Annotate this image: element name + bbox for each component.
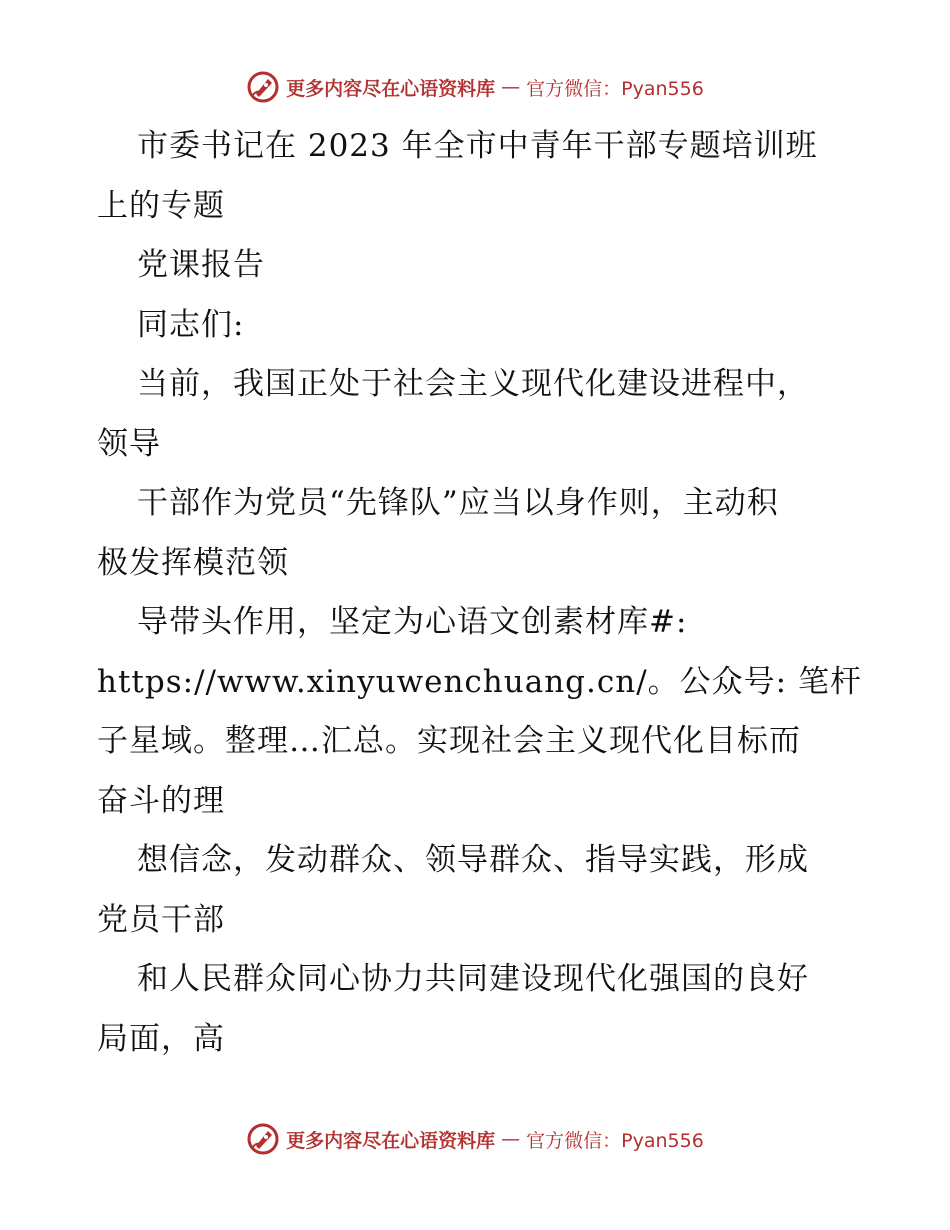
body-line: 子星域。整理…汇总。实现社会主义现代化目标而 [97, 723, 801, 759]
body-line: 局面，高 [97, 1020, 225, 1057]
body-line: 党课报告 [137, 247, 265, 283]
body-line: 干部作为党员“先锋队”应当以身作则，主动积 [137, 485, 779, 521]
body-line: 领导 [97, 425, 161, 462]
pen-nib-logo-icon [246, 70, 280, 104]
document-body [97, 117, 862, 1069]
body-line: 当前，我国正处于社会主义现代化建设进程中， [137, 366, 809, 402]
header-banner-separator: — [501, 76, 521, 98]
body-line: 极发挥模范领 [97, 544, 289, 581]
body-line: 党员干部 [97, 901, 225, 938]
page-header-banner [0, 70, 950, 104]
footer-banner-text: 更多内容尽在心语资料库 [286, 1129, 496, 1152]
footer-banner-separator: — [501, 1128, 521, 1150]
body-line: 上的专题 [97, 187, 225, 224]
pen-nib-logo-icon [246, 1122, 280, 1156]
body-line: 导带头作用，坚定为心语文创素材库#: [137, 604, 688, 640]
footer-wechat-id: 官方微信：Pyan556 [526, 1129, 704, 1152]
body-line: 想信念，发动群众、领导群众、指导实践，形成 [137, 842, 809, 878]
body-line: 市委书记在 2023 年全市中青年干部专题培训班 [137, 128, 818, 164]
body-line: 奋斗的理 [97, 782, 225, 819]
body-line: 和人民群众同心协力共同建设现代化强国的良好 [137, 961, 809, 997]
body-line-url: https://www.xinyuwenchuang.cn/。公众号: 笔杆 [97, 663, 862, 700]
header-banner-text: 更多内容尽在心语资料库 [286, 77, 496, 100]
page-footer-banner [0, 1122, 950, 1156]
body-line: 同志们: [137, 306, 245, 343]
header-wechat-id: 官方微信：Pyan556 [526, 77, 704, 100]
